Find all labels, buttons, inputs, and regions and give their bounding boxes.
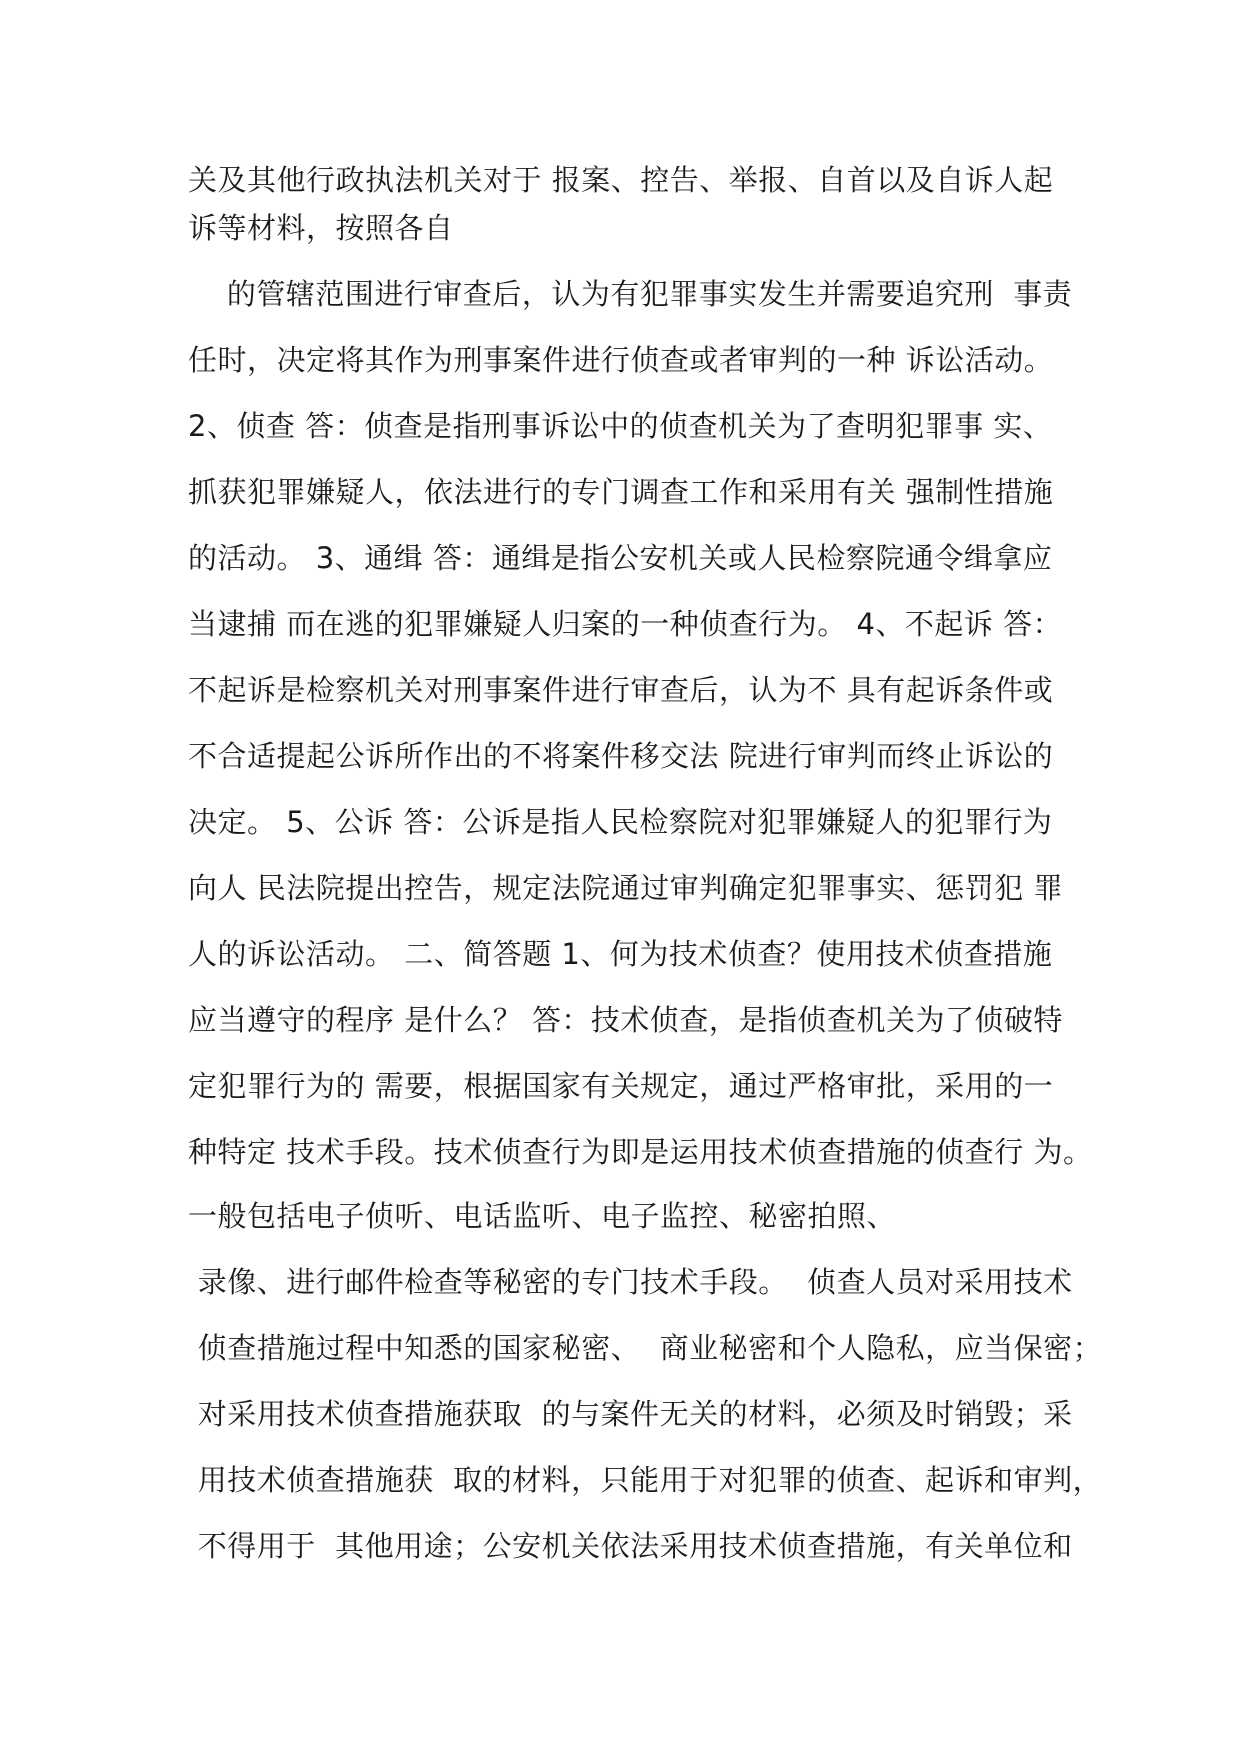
text-line: 任时，决定将其作为刑事案件进行侦查或者审判的一种 诉讼活动。 — [188, 343, 1054, 377]
text-line: 应当遵守的程序 是什么？ 答：技术侦查，是指侦查机关为了侦破特 — [188, 1003, 1063, 1037]
text-line: 不合适提起公诉所作出的不将案件移交法 院进行审判而终止诉讼的 — [188, 739, 1054, 773]
text-line: 诉等材料，按照各自 — [188, 211, 454, 245]
text-line: 关及其他行政执法机关对于 报案、控告、举报、自首以及自诉人起 — [188, 163, 1054, 197]
text-line: 的管辖范围进行审查后，认为有犯罪事实发生并需要追究刑 事责 — [188, 277, 1073, 311]
text-line: 当逮捕 而在逃的犯罪嫌疑人归案的一种侦查行为。 4、不起诉 答： — [188, 607, 1063, 641]
text-line: 用技术侦查措施获 取的材料，只能用于对犯罪的侦查、起诉和审判， — [188, 1463, 1103, 1497]
text-line: 录像、进行邮件检查等秘密的专门技术手段。 侦查人员对采用技术 — [188, 1265, 1073, 1299]
text-line: 2、侦查 答：侦查是指刑事诉讼中的侦查机关为了查明犯罪事 实、 — [188, 409, 1053, 443]
text-line: 一般包括电子侦听、电话监听、电子监控、秘密拍照、 — [188, 1199, 897, 1233]
text-line: 对采用技术侦查措施获取 的与案件无关的材料，必须及时销毁；采 — [188, 1397, 1073, 1431]
text-line: 定犯罪行为的 需要，根据国家有关规定，通过严格审批，采用的一 — [188, 1069, 1054, 1103]
text-line: 人的诉讼活动。 二、简答题 1、何为技术侦查？使用技术侦查措施 — [188, 937, 1053, 971]
text-line: 决定。 5、公诉 答：公诉是指人民检察院对犯罪嫌疑人的犯罪行为 — [188, 805, 1053, 839]
text-line: 种特定 技术手段。技术侦查行为即是运用技术侦查措施的侦查行 为。 — [188, 1135, 1093, 1169]
text-line: 不起诉是检察机关对刑事案件进行审查后，认为不 具有起诉条件或 — [188, 673, 1054, 707]
text-line: 不得用于 其他用途；公安机关依法采用技术侦查措施，有关单位和 — [188, 1529, 1073, 1563]
text-line: 向人 民法院提出控告，规定法院通过审判确定犯罪事实、惩罚犯 罪 — [188, 871, 1063, 905]
text-line: 侦查措施过程中知悉的国家秘密、 商业秘密和个人隐私，应当保密； — [188, 1331, 1103, 1365]
text-line: 的活动。 3、通缉 答：通缉是指公安机关或人民检察院通令缉拿应 — [188, 541, 1053, 575]
text-line: 抓获犯罪嫌疑人，依法进行的专门调查工作和采用有关 强制性措施 — [188, 475, 1054, 509]
